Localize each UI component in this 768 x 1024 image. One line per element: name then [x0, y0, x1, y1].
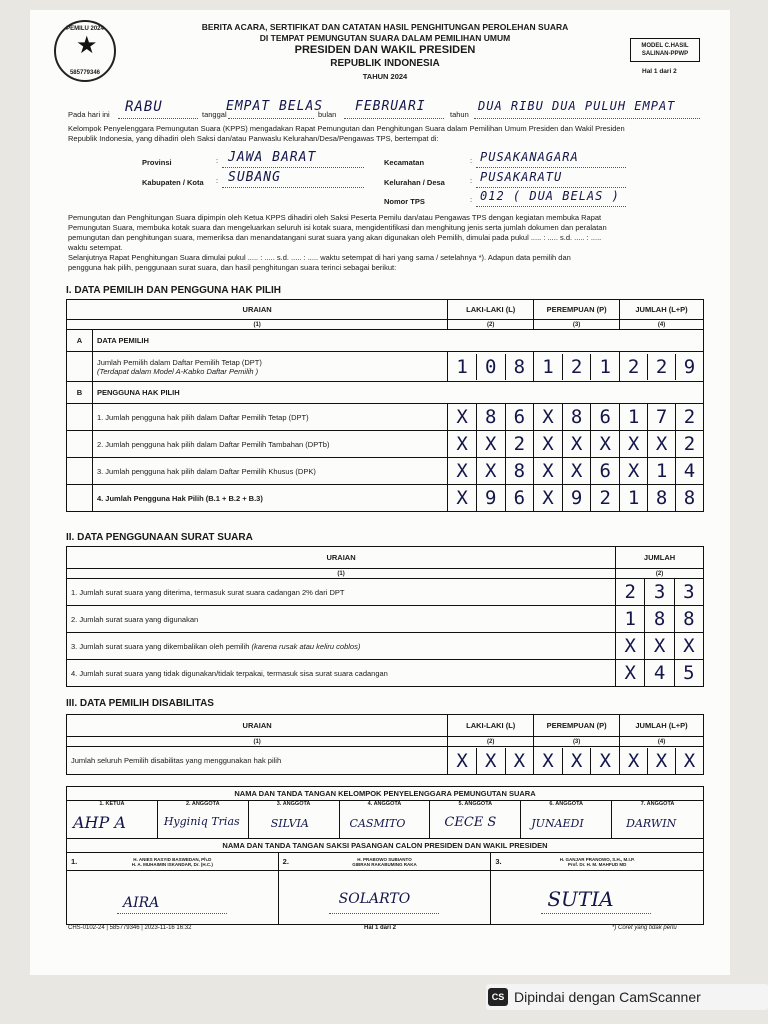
section-2-table	[66, 546, 704, 687]
kpps-role: 7. ANGGOTA	[640, 801, 675, 807]
digit: 4	[644, 660, 673, 686]
paragraph-line-3: pemungutan dan penghitungan suara, memeriksa dan menandatangani surat suara yang akan digunakan oleh Pemilih, dimulai pada pukul ..... : ..... s.d. ..... : .....	[68, 233, 602, 242]
section-3-title: III. DATA PEMILIH DISABILITAS	[66, 698, 214, 709]
digit: 9	[476, 485, 505, 511]
saksi-3-line-1: H. GANJAR PRANOWO, S.H., M.I.P.	[559, 856, 635, 862]
digit: 9	[562, 485, 591, 511]
digit: X	[456, 433, 468, 455]
day-value: RABU	[125, 99, 163, 115]
colon: :	[216, 156, 219, 165]
kpps-role: 1. KETUA	[99, 801, 125, 807]
digit-group	[616, 606, 703, 632]
camscanner-label: Dipindai dengan CamScanner	[514, 989, 701, 1005]
col-number: (3)	[534, 320, 620, 330]
colon: :	[470, 176, 473, 185]
digit: 2	[647, 354, 675, 380]
digit: 0	[476, 354, 505, 380]
digit-group	[620, 458, 703, 484]
digit: 8	[674, 606, 703, 632]
saksi-3-signature: SUTIA	[547, 887, 614, 911]
kpps-slot-4	[339, 801, 430, 839]
digit: X	[505, 748, 534, 774]
date-value: EMPAT BELAS	[226, 99, 324, 114]
digit: X	[590, 748, 619, 774]
saksi-title: NAMA DAN TANDA TANGAN SAKSI PASANGAN CALON PRESIDEN DAN WAKIL PRESIDEN	[67, 839, 704, 853]
kpps-signature: Hyginiq Trias	[163, 815, 240, 828]
digit-group	[448, 354, 533, 380]
digit: X	[476, 748, 505, 774]
saksi-2-signature: SOLARTO	[338, 891, 411, 907]
surat-row-2-label: 2. Jumlah surat suara yang digunakan	[67, 606, 616, 633]
col-number: (2)	[448, 320, 534, 330]
section-1-title: I. DATA PEMILIH DAN PENGGUNA HAK PILIH	[66, 285, 281, 296]
row-letter-b: B	[67, 382, 93, 404]
b3-label: 3. Jumlah pengguna hak pilih dalam Daftar Pemilih Khusus (DPK)	[92, 458, 447, 485]
saksi-1-line-2: H. A. MUHAIMIN ISKANDAR, Dr. (H.C.)	[131, 861, 213, 867]
a1-label	[92, 352, 447, 382]
digit-group	[616, 579, 703, 605]
digit-group	[620, 404, 703, 430]
digit: 2	[675, 404, 703, 430]
digit: 7	[647, 404, 675, 430]
digit: X	[627, 433, 640, 455]
kpps-role: 3. ANGGOTA	[276, 801, 311, 807]
col-number: (4)	[620, 320, 704, 330]
saksi-3-number: 3.	[495, 857, 502, 866]
digit: 1	[456, 355, 468, 378]
saksi-2-sign-cell	[278, 871, 491, 925]
date-label: tanggal	[202, 110, 227, 119]
paragraph-line-5: Selanjutnya Rapat Penghitungan Suara dimulai pukul ..... : ..... s.d. ..... : ..... waktu setempat di hari yang sama / setelahnya *). Adapun data pemilih dan	[68, 253, 571, 262]
blank-cell	[67, 458, 93, 485]
digit: 4	[675, 458, 703, 484]
star-icon: ★	[76, 32, 98, 59]
kpu-logo	[54, 20, 116, 82]
year-value: DUA RIBU DUA PULUH EMPAT	[478, 99, 676, 113]
digit: 1	[590, 354, 619, 380]
month-value: FEBRUARI	[355, 99, 426, 114]
digit: 2	[624, 581, 636, 603]
camscanner-logo-icon: CS	[488, 988, 508, 1006]
model-box	[630, 38, 700, 62]
kpps-signature: DARWIN	[626, 817, 677, 830]
digit-group	[534, 404, 619, 430]
digit: X	[624, 635, 636, 657]
surat-row-1-label: 1. Jumlah surat suara yang diterima, termasuk surat suara cadangan 2% dari DPT	[67, 579, 616, 606]
title-line-4: REPUBLIK INDONESIA	[330, 58, 440, 69]
model-line-2: SALINAN-PPWP	[641, 51, 689, 57]
intro-text-2: Republik Indonesia, yang dihadiri oleh Saksi dan/atau Panwaslu Kelurahan/Desa/Pengawas TPS, bertempat di:	[68, 134, 439, 143]
title-line-5: TAHUN 2024	[362, 72, 408, 81]
section-2-title: II. DATA PENGGUNAAN SURAT SUARA	[66, 532, 253, 543]
title-line-2: DI TEMPAT PEMUNGUTAN SUARA DALAM PEMILIHAN UMUM	[259, 33, 511, 43]
village-label: Kelurahan / Desa	[384, 178, 445, 187]
kpps-signature: AHP A	[73, 813, 126, 832]
kpps-slot-7	[612, 801, 704, 839]
digit-group	[448, 748, 533, 774]
digit: 3	[674, 579, 703, 605]
blank-cell	[67, 431, 93, 458]
digit: X	[624, 662, 636, 684]
digit: X	[627, 749, 640, 772]
digit-group	[448, 431, 533, 457]
digit: 3	[644, 579, 673, 605]
digit: 2	[505, 431, 534, 457]
digit-group	[616, 633, 703, 659]
saksi-1-line-1: H. ANIES RASYID BASWEDAN, Ph.D	[133, 856, 212, 862]
saksi-2-line-2: GIBRAN RAKABUMING RAKA	[352, 861, 417, 867]
digit: 1	[627, 487, 640, 509]
digit: X	[542, 406, 554, 428]
logo-text-top: PEMILU 2024	[66, 26, 104, 32]
digit: X	[476, 431, 505, 457]
kpps-signature: JUNAEDI	[531, 817, 584, 830]
col-perempuan: PEREMPUAN (P)	[534, 300, 620, 320]
digit: X	[542, 460, 554, 482]
digit: 8	[675, 485, 703, 511]
province-label: Provinsi	[142, 158, 172, 167]
col-uraian: URAIAN	[67, 715, 448, 737]
digit: X	[542, 749, 554, 772]
sign-line	[541, 901, 651, 914]
saksi-3-header	[491, 853, 704, 871]
kpps-slot-1	[67, 801, 158, 839]
digit: 2	[590, 485, 619, 511]
paragraph-line-6: pengguna hak pilih, penggunaan surat suara, dan hasil penghitungan suara terinci sebagai berikut:	[68, 263, 397, 272]
col-number: (2)	[448, 737, 534, 747]
digit-group	[620, 354, 703, 380]
saksi-2-number: 2.	[282, 857, 289, 866]
col-laki-laki: LAKI-LAKI (L)	[448, 300, 534, 320]
digit: X	[456, 460, 468, 482]
kpps-signature: SILVIA	[270, 817, 309, 830]
digit: 8	[644, 606, 673, 632]
col-number: (2)	[616, 569, 704, 579]
kpps-role: 2. ANGGOTA	[185, 801, 220, 807]
tps-value: 012 ( DUA BELAS )	[480, 189, 620, 203]
b2-label: 2. Jumlah pengguna hak pilih dalam Daftar Pemilih Tambahan (DPTb)	[92, 431, 447, 458]
kpps-signature-table	[66, 786, 704, 839]
pengguna-hak-pilih-heading: PENGGUNA HAK PILIH	[92, 382, 703, 404]
digit: X	[542, 487, 554, 509]
b1-label: 1. Jumlah pengguna hak pilih dalam Daftar Pemilih Tetap (DPT)	[92, 404, 447, 431]
district-label: Kabupaten / Kota	[142, 178, 204, 187]
paragraph-line-2: Pemungutan Suara, membuka kotak suara dan mengeluarkan seluruh isi kotak suara, mengidentifikasi dan menghitung jenis serta jumlah dokumen dan peralatan	[68, 223, 607, 232]
disabilitas-row-label: Jumlah seluruh Pemilih disabilitas yang menggunakan hak pilih	[67, 747, 448, 775]
blank-cell	[67, 485, 93, 512]
saksi-3-sign-cell	[491, 871, 704, 925]
digit-group	[620, 748, 703, 774]
col-jumlah: JUMLAH (L+P)	[620, 715, 704, 737]
surat-row-3-label	[67, 633, 616, 660]
digit: X	[647, 431, 675, 457]
tps-label: Nomor TPS	[384, 197, 425, 206]
kpps-slot-3	[248, 801, 339, 839]
digit: 1	[542, 355, 554, 378]
digit: 1	[647, 458, 675, 484]
digit: X	[476, 458, 505, 484]
digit-group	[620, 431, 703, 457]
colon: :	[216, 176, 219, 185]
col-jumlah: JUMLAH (L+P)	[620, 300, 704, 320]
bottom-page-label: Hal 1 dari 2	[364, 925, 397, 931]
digit-group	[534, 431, 619, 457]
surat-row-3-text: 3. Jumlah surat suara yang dikembalikan oleh pemilih	[71, 641, 250, 651]
col-laki-laki: LAKI-LAKI (L)	[448, 715, 534, 737]
digit: 2	[562, 354, 591, 380]
kpps-signature: CECE S	[444, 815, 497, 830]
digit: 8	[476, 404, 505, 430]
digit: X	[562, 748, 591, 774]
province-value: JAWA BARAT	[228, 150, 317, 165]
digit: X	[456, 406, 468, 428]
digit: X	[675, 748, 703, 774]
digit: X	[674, 633, 703, 659]
digit-group	[448, 404, 533, 430]
district-value: SUBANG	[228, 170, 281, 185]
digit: 8	[505, 458, 534, 484]
year-label: tahun	[450, 110, 469, 119]
b4-label: 4. Jumlah Pengguna Hak Pilih (B.1 + B.2 + B.3)	[92, 485, 447, 512]
col-number: (1)	[67, 737, 448, 747]
digit-group	[534, 354, 619, 380]
digit: 8	[562, 404, 591, 430]
kpps-slot-2	[157, 801, 248, 839]
colon: :	[470, 195, 473, 204]
col-uraian: URAIAN	[67, 547, 616, 569]
digit: X	[542, 433, 554, 455]
col-perempuan: PEREMPUAN (P)	[534, 715, 620, 737]
paragraph-line-1: Pemungutan dan Penghitungan Suara dipimpin oleh Ketua KPPS dihadiri oleh Saksi Peserta Pemilu dan/atau Pengawas TPS dengan kegiatan membuka Rapat	[68, 213, 602, 222]
title-line-3: PRESIDEN DAN WAKIL PRESIDEN	[294, 44, 476, 56]
digit: X	[627, 460, 640, 482]
digit-group	[620, 485, 703, 511]
digit: X	[456, 487, 468, 509]
village-value: PUSAKARATU	[480, 170, 563, 184]
kpps-slot-5	[430, 801, 521, 839]
section-1-table	[66, 299, 704, 512]
digit: 6	[590, 458, 619, 484]
model-line-1: MODEL C.HASIL	[641, 43, 689, 49]
digit-group	[534, 458, 619, 484]
kpps-role: 4. ANGGOTA	[367, 801, 402, 807]
title-line-1: BERITA ACARA, SERTIFIKAT DAN CATATAN HASIL PENGHITUNGAN PEROLEHAN SUARA	[201, 22, 569, 32]
digit: X	[456, 749, 468, 772]
day-label: Pada hari ini	[68, 110, 110, 119]
a1-label-line-2: (Terdapat dalam Model A-Kabko Daftar Pemilih )	[96, 366, 259, 376]
digit: 5	[674, 660, 703, 686]
digit: 2	[627, 355, 640, 378]
intro-text-1: Kelompok Penyelenggara Pemungutan Suara (KPPS) mengadakan Rapat Pemungutan dan Penghitungan Suara dalam Pemilihan Umum Presiden dan Wakil Presiden	[68, 124, 625, 133]
a1-label-line-1: Jumlah Pemilih dalam Daftar Pemilih Tetap (DPT)	[96, 357, 262, 367]
col-uraian: URAIAN	[67, 300, 448, 320]
blank-cell	[67, 404, 93, 431]
digit-group	[448, 458, 533, 484]
digit: 6	[505, 404, 534, 430]
page-label: Hal 1 dari 2	[642, 68, 677, 75]
digit: 6	[590, 404, 619, 430]
subdistrict-value: PUSAKANAGARA	[480, 150, 579, 164]
blank-cell	[67, 352, 93, 382]
digit: X	[647, 748, 675, 774]
digit: X	[590, 431, 619, 457]
kpps-title: NAMA DAN TANDA TANGAN KELOMPOK PENYELENGGARA PEMUNGUTAN SUARA	[67, 787, 704, 801]
colon: :	[470, 156, 473, 165]
saksi-3-line-2: Prof. Dr. H. M. MAHFUD MD	[567, 861, 627, 867]
kpps-slot-6	[521, 801, 612, 839]
sign-line	[329, 901, 439, 914]
saksi-1-sign-cell	[67, 871, 279, 925]
kpps-signature: CASMITO	[349, 817, 406, 830]
digit: X	[644, 633, 673, 659]
surat-row-3-note: (karena rusak atau keliru coblos)	[251, 641, 361, 651]
digit: 8	[505, 354, 534, 380]
saksi-1-signature: AIRA	[123, 895, 160, 911]
section-3-table	[66, 714, 704, 775]
digit: 1	[624, 608, 636, 630]
saksi-1-header	[67, 853, 279, 871]
logo-text-bottom: 585779346	[69, 70, 101, 76]
paragraph-line-4: waktu setempat.	[68, 243, 123, 252]
col-number: (1)	[67, 320, 448, 330]
saksi-1-number: 1.	[71, 857, 78, 866]
document-code: CHS-0102-24 | 585779346 | 2023-11-16 16:32	[68, 925, 192, 931]
col-number: (4)	[620, 737, 704, 747]
digit: X	[562, 458, 591, 484]
sign-line	[117, 901, 227, 914]
saksi-signature-table	[66, 838, 704, 925]
kpps-role: 6. ANGGOTA	[549, 801, 583, 807]
strike-note: *) Coret yang tidak perlu	[612, 925, 677, 931]
saksi-2-line-1: H. PRABOWO SUBIANTO	[357, 856, 412, 862]
surat-row-4-label: 4. Jumlah surat suara yang tidak digunakan/tidak terpakai, termasuk sisa surat suara cadangan	[67, 660, 616, 687]
digit: 2	[675, 431, 703, 457]
digit: 8	[647, 485, 675, 511]
digit-group	[616, 660, 703, 686]
digit-group	[448, 485, 533, 511]
digit-group	[534, 748, 619, 774]
kpps-role: 5. ANGGOTA	[458, 801, 493, 807]
digit-group	[534, 485, 619, 511]
subdistrict-label: Kecamatan	[384, 158, 425, 167]
col-number: (1)	[67, 569, 616, 579]
digit: 9	[675, 354, 703, 380]
data-pemilih-heading: DATA PEMILIH	[92, 330, 703, 352]
row-letter-a: A	[67, 330, 93, 352]
digit: X	[562, 431, 591, 457]
digit: 1	[627, 406, 640, 428]
col-jumlah: JUMLAH	[616, 547, 704, 569]
digit: 6	[505, 485, 534, 511]
month-label: bulan	[318, 110, 337, 119]
col-number: (3)	[534, 737, 620, 747]
camscanner-banner	[486, 984, 768, 1010]
saksi-2-header	[278, 853, 491, 871]
